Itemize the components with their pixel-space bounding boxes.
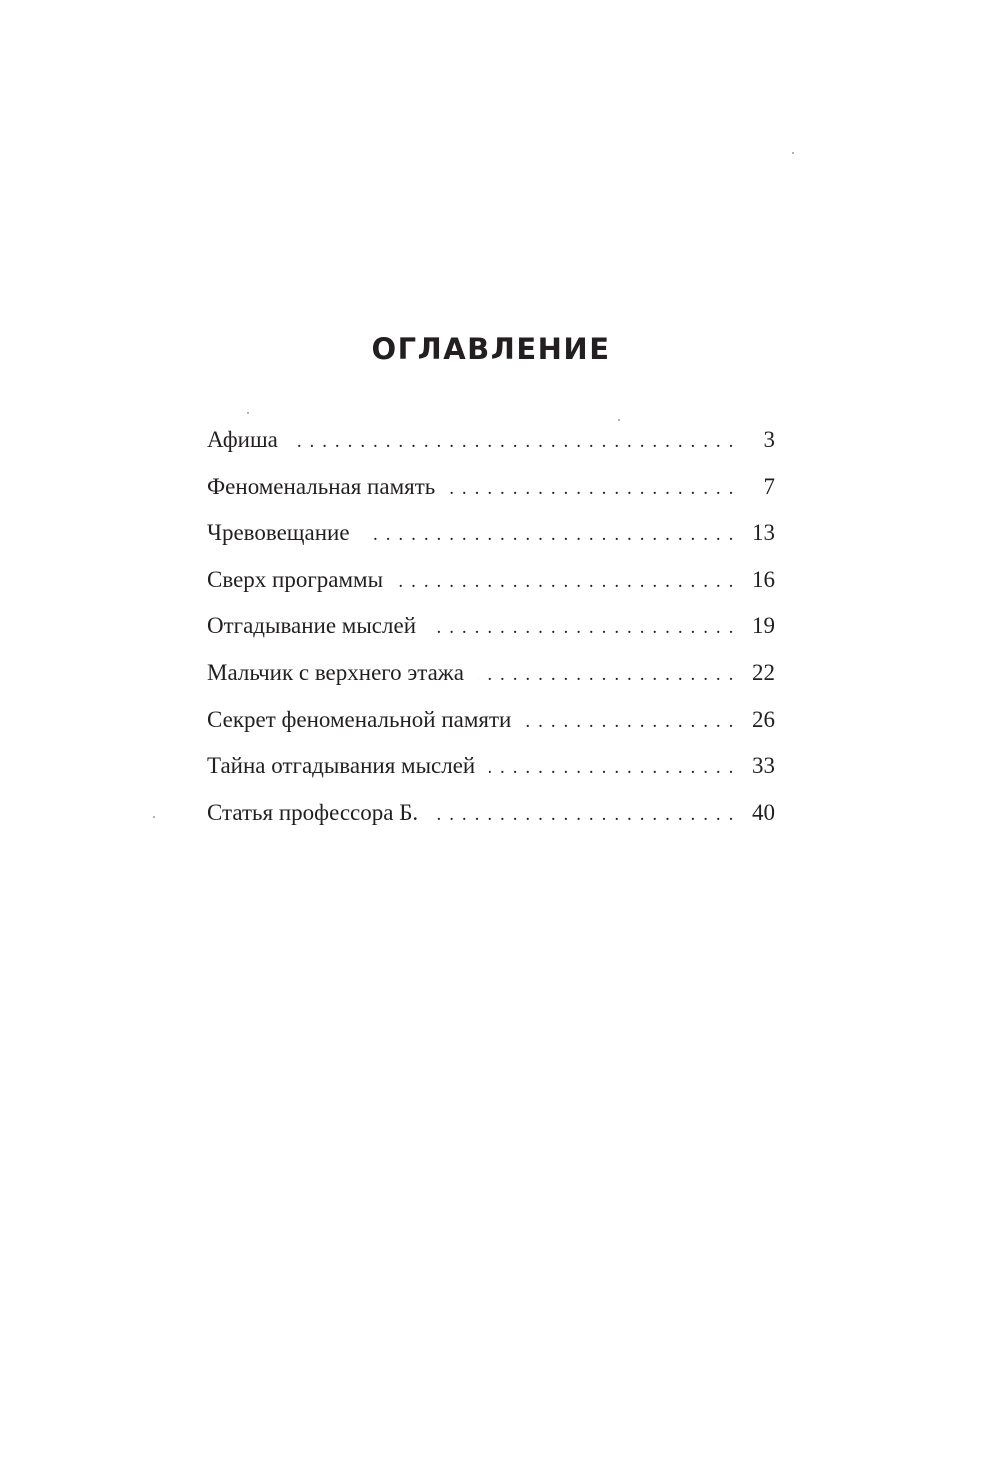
toc-entry-title: Чревовещание (207, 520, 350, 546)
scan-speck (247, 412, 249, 414)
page-title: ОГЛАВЛЕНИЕ (371, 332, 611, 366)
toc-entry-page: 26 (752, 706, 775, 732)
scan-speck (792, 152, 794, 154)
toc-entry-title: Статья профессора Б. (207, 799, 419, 825)
toc-entry (207, 655, 775, 702)
scan-speck (153, 816, 155, 818)
toc-entry-page: 22 (752, 659, 775, 685)
toc-entry-page: 16 (752, 566, 775, 592)
toc-entry-title: Феноменальная память (207, 473, 436, 499)
toc-entry (207, 515, 775, 562)
toc-entry-page: 3 (763, 427, 775, 452)
toc-entry (207, 562, 775, 609)
dot-leader (478, 657, 735, 693)
dot-leader (489, 750, 735, 786)
dot-leader (432, 797, 735, 833)
toc-entry-title: Мальчик с верхнего этажа (207, 659, 464, 685)
dot-leader (292, 424, 735, 460)
toc-entry-page: 13 (752, 520, 775, 546)
toc-entry (207, 795, 775, 842)
dot-leader (364, 517, 735, 553)
toc-entry-title: Секрет феноменальной памяти (207, 706, 512, 732)
toc-entry (207, 608, 775, 655)
table-of-contents (207, 422, 775, 841)
scan-speck (618, 419, 620, 421)
toc-entry-page: 40 (752, 799, 775, 825)
toc-entry (207, 469, 775, 516)
toc-entry-page: 7 (763, 473, 775, 499)
toc-entry-title: Тайна отгадывания мыслей (207, 753, 476, 779)
toc-entry-page: 19 (752, 613, 775, 639)
toc-entry-title: Отгадывание мыслей (207, 613, 417, 639)
toc-entry (207, 748, 775, 795)
toc-entry-title: Афиша (207, 427, 278, 452)
dot-leader (430, 610, 735, 646)
toc-entry (207, 422, 775, 469)
toc-entry (207, 702, 775, 749)
dot-leader (397, 564, 735, 600)
dot-leader (449, 471, 735, 507)
toc-entry-page: 33 (752, 753, 775, 779)
toc-entry-title: Сверх программы (207, 566, 384, 592)
dot-leader (525, 704, 735, 740)
